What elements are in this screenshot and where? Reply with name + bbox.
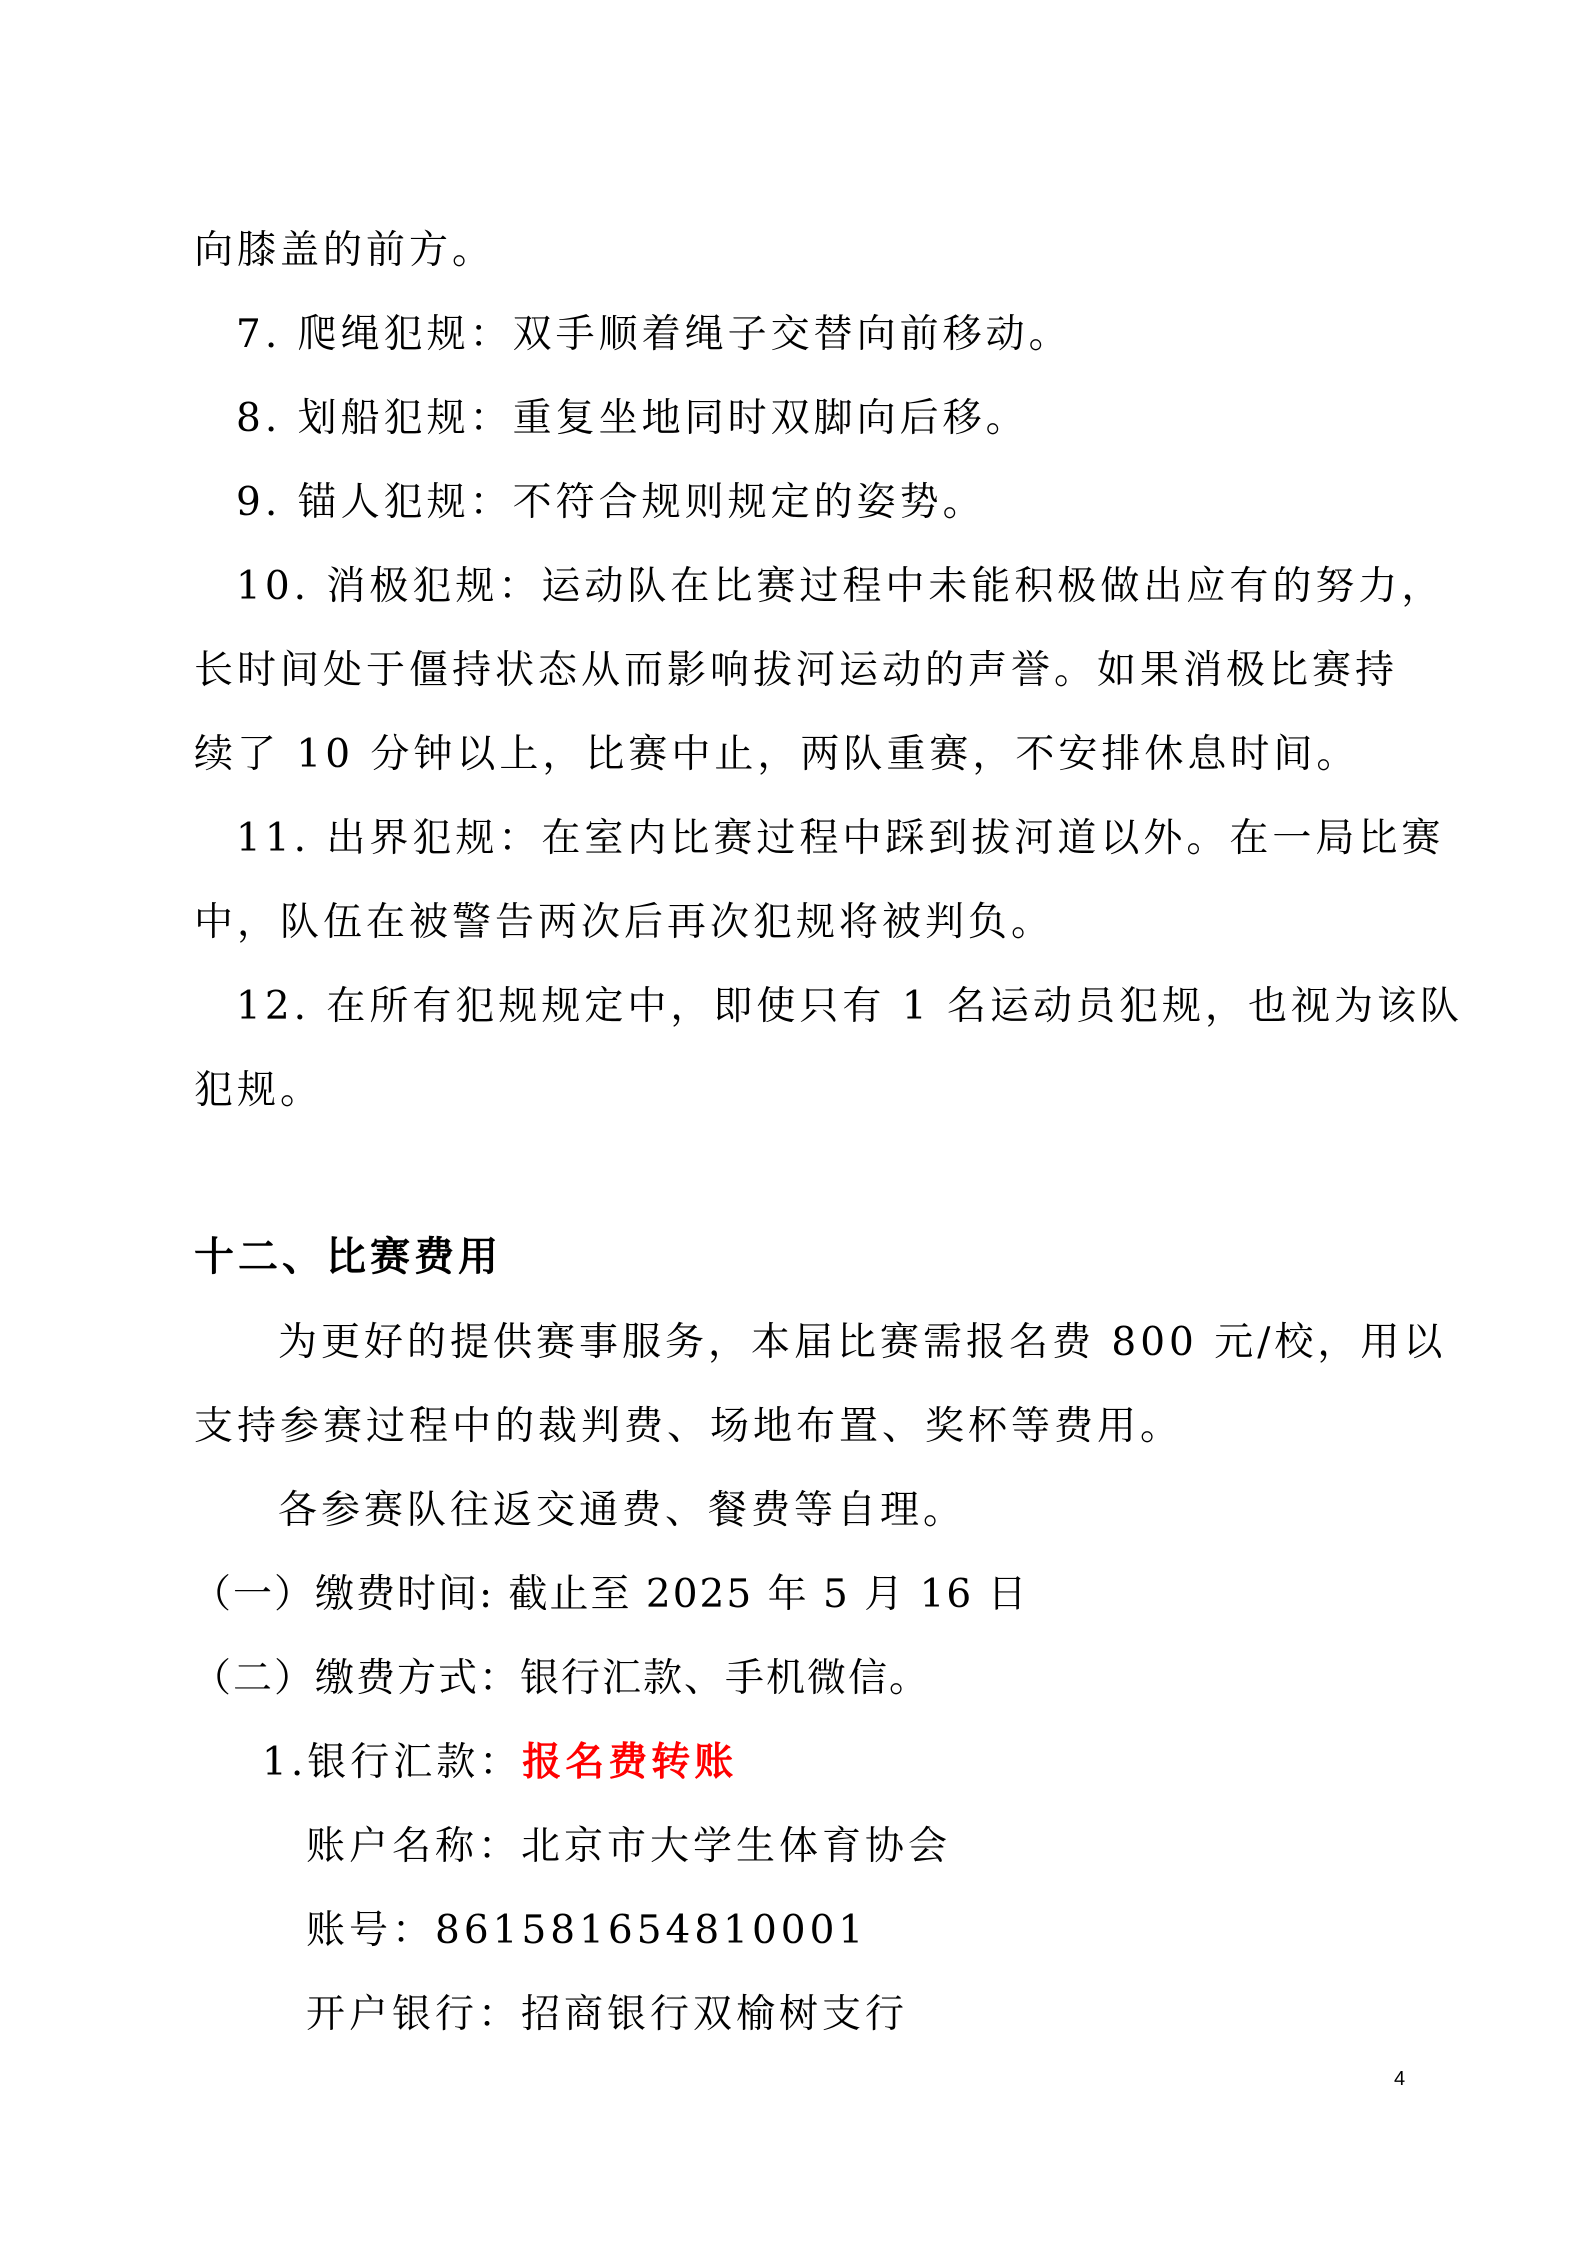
rule-item-8: 8. 划船犯规：重复坐地同时双脚向后移。	[236, 396, 1029, 441]
text-line: 长时间处于僵持状态从而影响拔河运动的声誉。如果消极比赛持	[194, 648, 1399, 693]
rule-item-12: 12. 在所有犯规规定中，即使只有 1 名运动员犯规，也视为该队	[236, 984, 1464, 1029]
bank-transfer-line	[262, 1738, 737, 1788]
account-number: 账号：861581654810001	[306, 1908, 868, 1953]
text-line: 续了 10 分钟以上，比赛中止，两队重赛，不安排休息时间。	[194, 732, 1360, 777]
fee-paragraph-line: 为更好的提供赛事服务，本届比赛需报名费 800 元/校，用以	[278, 1320, 1447, 1365]
bank-transfer-label: 1.银行汇款：	[262, 1740, 523, 1785]
rule-item-9: 9. 锚人犯规：不符合规则规定的姿势。	[236, 480, 986, 525]
bank-branch: 开户银行：招商银行双榆树支行	[306, 1992, 909, 2037]
page-number: 4	[1394, 2068, 1406, 2090]
payment-method: （二）缴费方式：银行汇款、手机微信。	[192, 1656, 931, 1701]
text-line: 犯规。	[194, 1068, 324, 1113]
bank-transfer-highlight: 报名费转账	[522, 1740, 738, 1785]
payment-deadline: （一）缴费时间: 截止至 2025 年 5 月 16 日	[192, 1572, 1029, 1617]
rule-item-7: 7. 爬绳犯规：双手顺着绳子交替向前移动。	[236, 312, 1072, 357]
fee-paragraph-line: 支持参赛过程中的裁判费、场地布置、奖杯等费用。	[194, 1404, 1184, 1449]
account-name: 账户名称：北京市大学生体育协会	[306, 1824, 952, 1869]
rule-item-11: 11. 出界犯规：在室内比赛过程中踩到拔河道以外。在一局比赛	[236, 816, 1445, 861]
text-line: 向膝盖的前方。	[194, 228, 496, 273]
fee-note: 各参赛队往返交通费、餐费等自理。	[278, 1488, 967, 1533]
rule-item-10: 10. 消极犯规：运动队在比赛过程中未能积极做出应有的努力，	[236, 564, 1445, 609]
text-line: 中，队伍在被警告两次后再次犯规将被判负。	[194, 900, 1055, 945]
section-heading: 十二、比赛费用	[194, 1234, 502, 1280]
